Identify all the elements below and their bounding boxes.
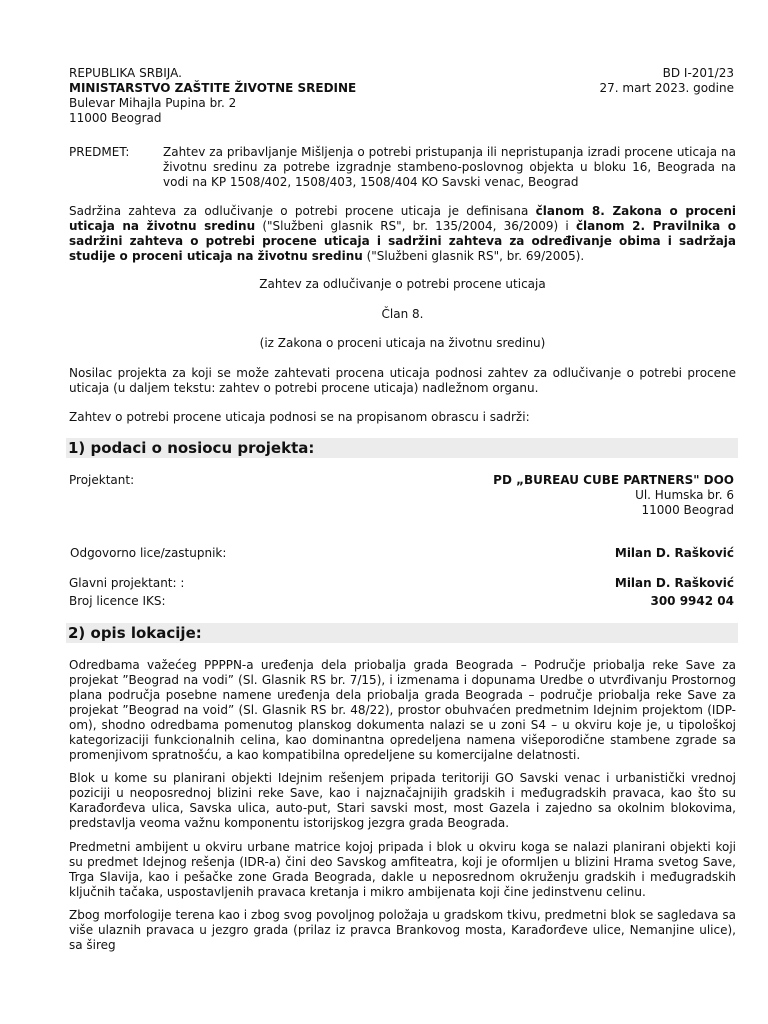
intro-text-3: ("Službeni glasnik RS", br. 69/2005). <box>362 249 585 263</box>
responsible-person-value: Milan D. Rašković <box>614 546 734 560</box>
licence-label: Broj licence IKS: <box>69 594 166 608</box>
sender-country: REPUBLIKA SRBIJA. <box>69 66 182 80</box>
location-paragraph-4: Zbog morfologije terena kao i zbog svog povoljnog položaja u gradskom tkivu, predmetni blok se sagledava sa više ulaznih pravaca u jezgro grada (prilaz iz pravca Brankovog mosta, Karađorđeve ulice, Nemanjine ulice), sa šireg <box>69 908 736 952</box>
designer-city: 11000 Beograd <box>641 503 734 517</box>
designer-label: Projektant: <box>69 473 135 487</box>
sender-ministry: MINISTARSTVO ZAŠTITE ŽIVOTNE SREDINE <box>69 81 357 95</box>
designer-name: PD „BUREAU CUBE PARTNERS" DOO <box>493 473 734 487</box>
document-ref <box>470 66 734 96</box>
reference-number: BD I-201/23 <box>662 66 734 80</box>
request-contents-line: Zahtev o potrebi procene uticaja podnosi se na propisanom obrascu i sadrži: <box>69 410 530 424</box>
intro-paragraph <box>69 204 736 264</box>
licence-value: 300 9942 04 <box>650 594 734 608</box>
chief-designer-value: Milan D. Rašković <box>614 576 734 590</box>
law-article: Član 8. <box>381 307 424 321</box>
sender-city: 11000 Beograd <box>69 111 162 125</box>
location-paragraph-2: Blok u kome su planirani objekti Idejnim rešenjem pripada teritoriji GO Savski venac i urbanistički vrednoj poziciji u neoposrednoj blizini reke Save, kao i najznačajnijih gradskih i međugradskih pravaca, kao što su Karađorđeva ulica, Savska ulica, auto-put, Stari savski most, most Gazela i zajedno sa okolnim blokovima, predstavlja veoma važnu komponentu istorijskog jezgra grada Beograda. <box>69 771 736 830</box>
responsible-person-label: Odgovorno lice/zastupnik: <box>70 546 227 560</box>
location-paragraph-3: Predmetni ambijent u okviru urbane matrice kojoj pripada i blok u okviru koga se nalazi planirani objekti koji su predmet Idejnog rešenja (IDR-a) čini deo Savskog amfiteatra, koji je oformljen u blizini Hrama svetog Save, Trga Slavija, kao i pešačke zone Grada Beograda, dakle u neposrednom okruženju gradskih i međugradskih ključnih tačaka, uspostavljenih pravaca kretanja i mikro ambijenata koji čine jedinstvenu celinu. <box>69 840 736 899</box>
chief-designer-label: Glavni projektant: : <box>69 576 185 590</box>
holder-paragraph: Nosilac projekta za koji se može zahtevati procena uticaja podnosi zahtev za odlučivanje o potrebi procene uticaja (u daljem tekstu: zahtev o potrebi procene uticaja) nadležnom organu. <box>69 366 736 395</box>
sender-address <box>69 66 469 126</box>
subject-text: Zahtev za pribavljanje Mišljenja o potrebi pristupanja ili nepristupanja izradi procene uticaja na životnu sredinu za potrebe izgradnje stambeno-poslovnog objekta u bloku 16, Beograda na vodi na KP 1508/402, 1508/403, 1508/404 KO Savski venac, Beograd <box>163 145 736 189</box>
document-date: 27. mart 2023. godine <box>599 81 734 95</box>
section-2-heading: 2) opis lokacije: <box>66 623 738 643</box>
intro-text-2: ("Službeni glasnik RS", br. 135/2004, 36/2009) i <box>255 219 576 233</box>
subject-label: PREDMET: <box>69 145 130 159</box>
designer-street: Ul. Humska br. 6 <box>635 488 734 502</box>
section-1-heading: 1) podaci o nosiocu projekta: <box>66 438 738 458</box>
intro-bold-2: članom 2. Pravilnika o sadržini zahteva o potrebi procene uticaja i sadržini zahteva za određivanje obima i sadržaja studije o proceni uticaja na životnu sredinu <box>69 219 736 263</box>
intro-bold-1: članom 8. Zakona o proceni uticaja na životnu sredinu <box>69 204 736 233</box>
location-paragraph-1: Odredbama važećeg PPPPN-a uređenja dela priobalja grada Beograda – Područje priobalja reke Save za projekat ”Beograd na vodi” (Sl. Glasnik RS br. 7/15), i izmenama i dopunama Uredbe o utvrđivanju Prostornog plana područja posebne namene uređenja dela priobalja grada Beograda – područje priobalja reke Save za projekat ”Beograd na void” (Sl. Glasnik RS br. 48/22), prostor obuhvaćen predmetnim Idejnim projektom (IDP-om), shodno odredbama pomenutog planskog dokumenta nalazi se u zoni S4 – u okviru koje je, u tipološkoj kategorizaciji funkcionalnih celina, kao dominantna opredeljena namena višeporodične stambene zgrade sa promenjivom spratnošću, a kao kompatibilna opredeljene su komercijalne delatnosti. <box>69 658 736 762</box>
intro-text-1: Sadržina zahteva za odlučivanje o potrebi procene uticaja je definisana <box>69 204 536 218</box>
designer-block <box>400 473 734 518</box>
sender-street: Bulevar Mihajla Pupina br. 2 <box>69 96 237 110</box>
law-source: (iz Zakona o proceni uticaja na životnu sredinu) <box>259 336 546 350</box>
law-title: Zahtev za odlučivanje o potrebi procene uticaja <box>259 277 546 291</box>
